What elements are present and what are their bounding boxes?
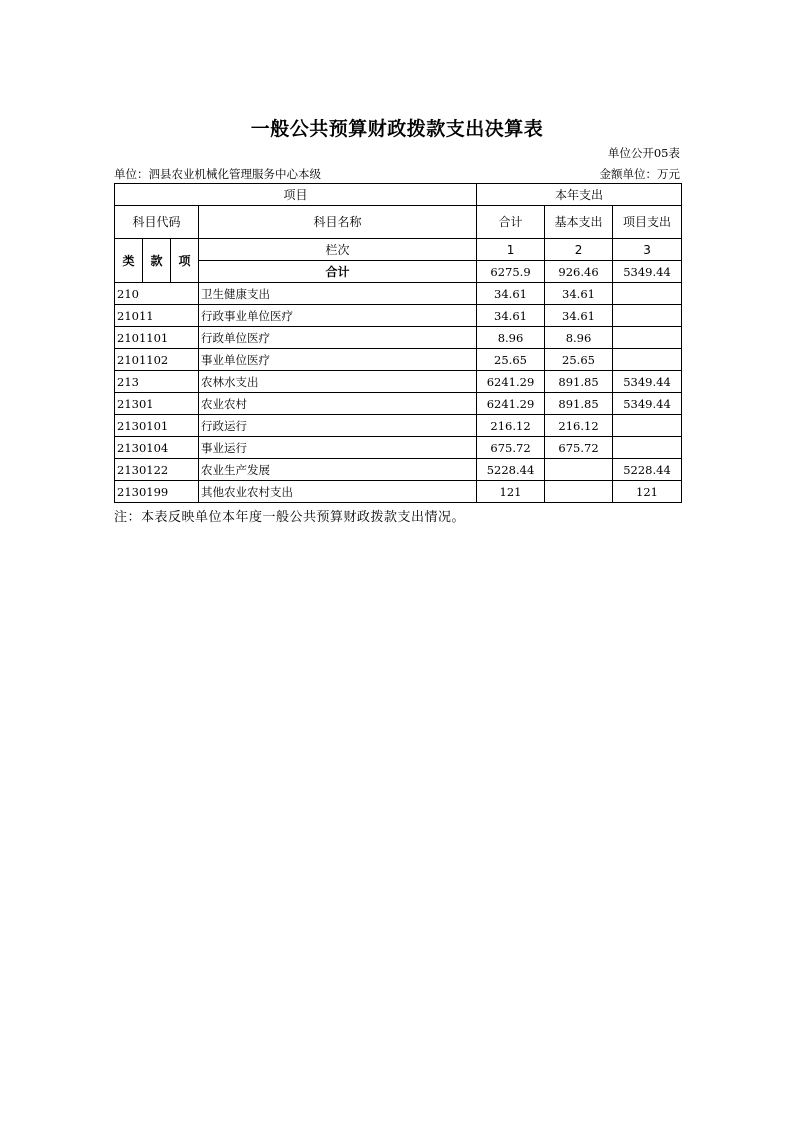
row-basic: 34.61 bbox=[545, 305, 613, 327]
header-col-3: 3 bbox=[613, 239, 682, 261]
row-basic: 8.96 bbox=[545, 327, 613, 349]
row-total: 121 bbox=[477, 481, 545, 503]
row-total: 34.61 bbox=[477, 305, 545, 327]
row-name: 事业单位医疗 bbox=[199, 349, 477, 371]
total-project: 5349.44 bbox=[613, 261, 682, 283]
row-total: 675.72 bbox=[477, 437, 545, 459]
row-project bbox=[613, 415, 682, 437]
table-row bbox=[115, 415, 682, 437]
row-basic: 34.61 bbox=[545, 283, 613, 305]
row-basic: 675.72 bbox=[545, 437, 613, 459]
header-subject-code: 科目代码 bbox=[115, 206, 199, 239]
header-basic: 基本支出 bbox=[545, 206, 613, 239]
page-title: 一般公共预算财政拨款支出决算表 bbox=[250, 118, 544, 140]
total-row bbox=[115, 261, 682, 283]
table-row bbox=[115, 349, 682, 371]
row-project: 5349.44 bbox=[613, 371, 682, 393]
row-code: 2101102 bbox=[115, 349, 199, 371]
row-name: 农林水支出 bbox=[199, 371, 477, 393]
row-basic: 216.12 bbox=[545, 415, 613, 437]
footnote: 注：本表反映单位本年度一般公共预算财政拨款支出情况。 bbox=[114, 510, 466, 525]
row-total: 5228.44 bbox=[477, 459, 545, 481]
row-total: 25.65 bbox=[477, 349, 545, 371]
header-project-expense: 项目支出 bbox=[613, 206, 682, 239]
row-code: 2130122 bbox=[115, 459, 199, 481]
row-name: 行政单位医疗 bbox=[199, 327, 477, 349]
table-row bbox=[115, 437, 682, 459]
row-name: 农业农村 bbox=[199, 393, 477, 415]
row-project bbox=[613, 437, 682, 459]
row-project: 121 bbox=[613, 481, 682, 503]
row-name: 其他农业农村支出 bbox=[199, 481, 477, 503]
table-row bbox=[115, 459, 682, 481]
row-name: 事业运行 bbox=[199, 437, 477, 459]
row-basic bbox=[545, 481, 613, 503]
header-col-1: 1 bbox=[477, 239, 545, 261]
total-label: 合计 bbox=[199, 261, 477, 283]
row-project bbox=[613, 283, 682, 305]
row-basic: 891.85 bbox=[545, 393, 613, 415]
row-name: 行政运行 bbox=[199, 415, 477, 437]
row-total: 34.61 bbox=[477, 283, 545, 305]
row-total: 216.12 bbox=[477, 415, 545, 437]
table-row bbox=[115, 393, 682, 415]
row-basic: 891.85 bbox=[545, 371, 613, 393]
row-name: 行政事业单位医疗 bbox=[199, 305, 477, 327]
header-section: 款 bbox=[143, 239, 171, 283]
header-item: 项 bbox=[171, 239, 199, 283]
total-total: 6275.9 bbox=[477, 261, 545, 283]
unit-name: 单位：泗县农业机械化管理服务中心本级 bbox=[114, 167, 321, 181]
table-row bbox=[115, 481, 682, 503]
row-basic: 25.65 bbox=[545, 349, 613, 371]
total-basic: 926.46 bbox=[545, 261, 613, 283]
row-code: 2130104 bbox=[115, 437, 199, 459]
header-col-2: 2 bbox=[545, 239, 613, 261]
row-project bbox=[613, 327, 682, 349]
currency-unit: 金额单位：万元 bbox=[599, 167, 680, 181]
row-name: 农业生产发展 bbox=[199, 459, 477, 481]
row-project bbox=[613, 305, 682, 327]
row-code: 2130199 bbox=[115, 481, 199, 503]
header-category: 类 bbox=[115, 239, 143, 283]
row-code: 210 bbox=[115, 283, 199, 305]
header-subject-name: 科目名称 bbox=[199, 206, 477, 239]
header-total: 合计 bbox=[477, 206, 545, 239]
row-project bbox=[613, 349, 682, 371]
budget-table bbox=[114, 183, 682, 503]
row-code: 21011 bbox=[115, 305, 199, 327]
row-name: 卫生健康支出 bbox=[199, 283, 477, 305]
row-code: 213 bbox=[115, 371, 199, 393]
row-total: 8.96 bbox=[477, 327, 545, 349]
row-total: 6241.29 bbox=[477, 393, 545, 415]
header-current-year: 本年支出 bbox=[477, 184, 682, 206]
table-row bbox=[115, 371, 682, 393]
row-code: 21301 bbox=[115, 393, 199, 415]
table-row bbox=[115, 305, 682, 327]
table-row bbox=[115, 327, 682, 349]
header-project: 项目 bbox=[115, 184, 477, 206]
row-project: 5228.44 bbox=[613, 459, 682, 481]
row-total: 6241.29 bbox=[477, 371, 545, 393]
row-code: 2101101 bbox=[115, 327, 199, 349]
header-column-label: 栏次 bbox=[199, 239, 477, 261]
table-row bbox=[115, 283, 682, 305]
row-basic bbox=[545, 459, 613, 481]
form-number: 单位公开05表 bbox=[607, 146, 680, 160]
row-project: 5349.44 bbox=[613, 393, 682, 415]
row-code: 2130101 bbox=[115, 415, 199, 437]
